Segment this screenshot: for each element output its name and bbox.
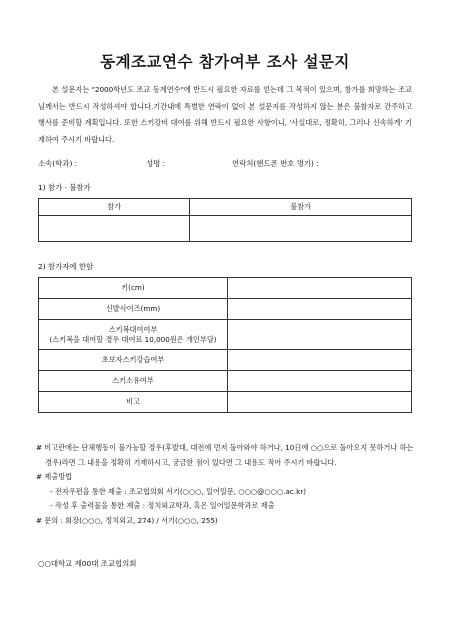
table-row — [39, 278, 412, 299]
ski-ownership-cell[interactable] — [228, 371, 412, 392]
absent-cell[interactable] — [190, 216, 412, 242]
ski-wear-rental-label — [39, 320, 228, 350]
height-label: 키(cm) — [39, 278, 228, 299]
contact-label: 연락처(핸드폰 번호 명기) : — [232, 159, 319, 168]
page-title: 동계조교연수 참가여부 조사 설문지 — [100, 52, 350, 71]
section2-label: 2) 참가자에 한함 — [38, 262, 94, 271]
table-row — [39, 392, 412, 413]
attend-cell[interactable] — [39, 216, 190, 242]
attendance-header-row — [39, 199, 412, 216]
attendance-table — [38, 198, 412, 242]
participant-table — [38, 277, 412, 413]
table-row — [39, 371, 412, 392]
name-label: 성명 : — [146, 159, 166, 168]
submission-email: - 전자우편을 통한 제출 : 조교협의회 서기(○○○, 일어일문, ○○○@○○○.ac.kr) — [50, 486, 307, 496]
shoe-size-cell[interactable] — [228, 299, 412, 320]
beginner-lesson-cell[interactable] — [228, 350, 412, 371]
remark-note: # 비고란에는 단체행동이 불가능할 경우(후발대, 대전에 먼저 돌아와야 하거나, 10日에 ○○으로 돌아오지 못하거나 하는 경우)라면 그 내용을 정확히 기재하시고, 궁금한 점이 있다면 그 내용도 적어 주시기 바랍니다. — [36, 443, 414, 467]
intro-paragraph: 본 설문지는 "2000학년도 조교 동계연수"에 반드시 필요한 자료를 얻는데 그 목적이 있으며, 참가를 희망하는 조교님께서는 반드시 작성하셔야 합니다.기간내에 특별한 연락이 없이 본 설문지를 작성하지 않는 분은 불참자로 간주하고 행사를 준비할 계획입니다. 또한 스키강비 대여를 위해 반드시 필요한 사항이니, '사실대로, 정확히, 그러나 신속하게' 기재하여 주시기 바랍니다. — [38, 85, 412, 144]
shoe-size-label: 신발사이즈(mm) — [39, 299, 228, 320]
submission-print: - 작성 후 출력물을 통한 제출 : 정치외교학과, 혹은 일어일문학과로 제출 — [50, 501, 275, 511]
ski-wear-rental-note: (스키복을 대여할 경우 대여료 10,000원은 개인부담) — [49, 334, 217, 344]
section1-label: 1) 참가 · 불참가 — [38, 183, 91, 192]
remarks-label: 비고 — [39, 392, 228, 413]
attend-header: 참가 — [39, 199, 190, 216]
table-row — [39, 320, 412, 350]
affiliation-label: 소속(학과) : — [38, 159, 78, 168]
ski-ownership-label: 스키소유여부 — [39, 371, 228, 392]
attendance-input-row — [39, 216, 412, 242]
table-row — [39, 350, 412, 371]
table-row — [39, 299, 412, 320]
footer-organization: ○○대학교 제00대 조교협의회 — [38, 559, 137, 568]
absent-header: 불참가 — [190, 199, 412, 216]
height-cell[interactable] — [228, 278, 412, 299]
remarks-cell[interactable] — [228, 392, 412, 413]
ski-wear-rental-title: 스키복대여여부 — [108, 324, 158, 334]
submission-title: # 제출방법 — [36, 472, 73, 482]
beginner-lesson-label: 초보자스키강습여부 — [39, 350, 228, 371]
inquiry-note: # 문의 : 회장(○○○, 정치외교, 274) / 서기(○○○, 255) — [36, 515, 218, 525]
notes-section — [36, 441, 416, 529]
ski-wear-rental-cell[interactable] — [228, 320, 412, 350]
